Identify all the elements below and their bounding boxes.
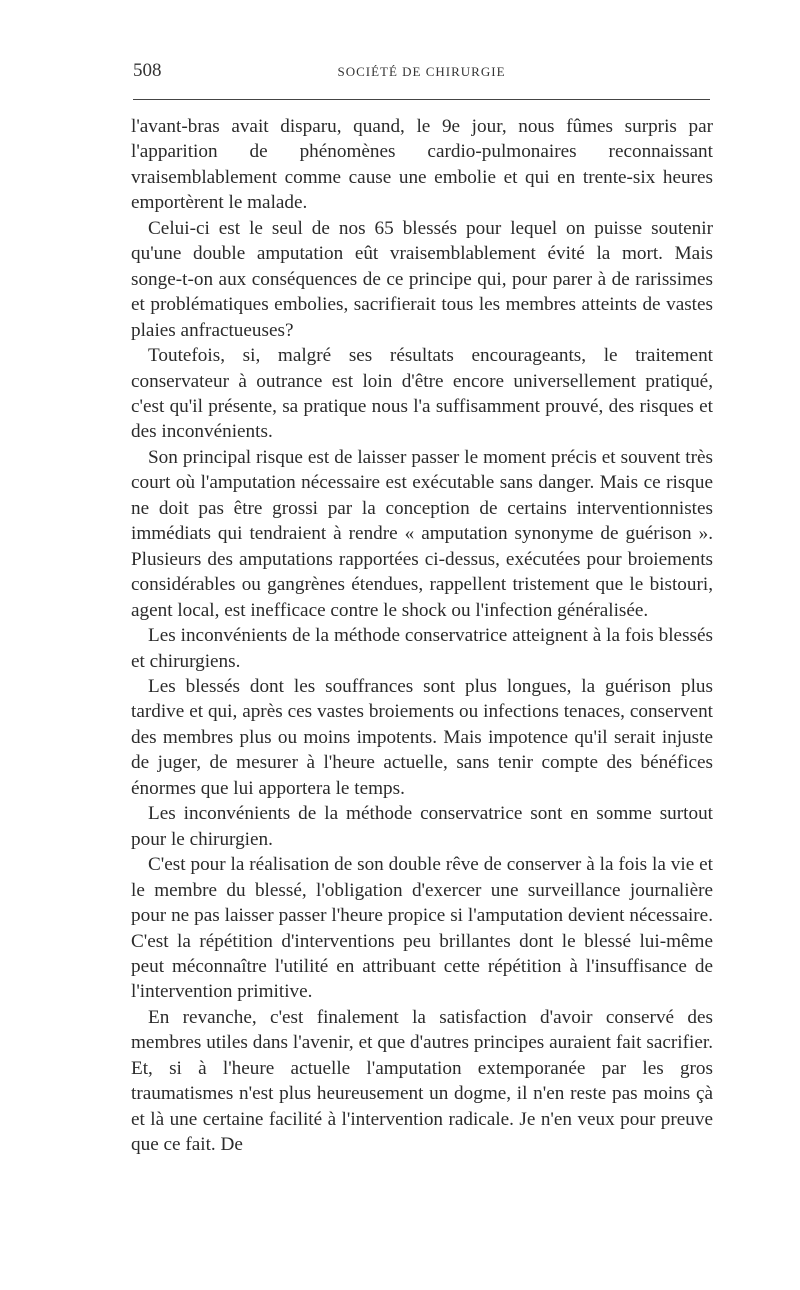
paragraph-8: C'est pour la réalisation de son double rêve de conserver à la fois la vie et le membre du blessé, l'obligation d'exercer une surveillance journalière pour ne pas laisser passer l'heure propice si l'amputation devient nécessaire. C'est la répétition d'interventions peu brillantes dont le blessé lui-même peut méconnaître l'utilité en attribuant cette répétition à l'insuffisance de l'intervention primitive.	[131, 854, 713, 1003]
body-text	[131, 114, 713, 1158]
paragraph-1: l'avant-bras avait disparu, quand, le 9e jour, nous fûmes surpris par l'apparition de phénomènes cardio-pulmonaires reconnaissant vraisemblablement comme cause une embolie et qui en trente-six heures emportèrent le malade.	[131, 116, 713, 214]
header-rule	[133, 99, 710, 100]
paragraph-3: Toutefois, si, malgré ses résultats encourageants, le traitement conservateur à outrance est loin d'être encore universellement pratiqué, c'est qu'il présente, sa pratique nous l'a suffisamment prouvé, des risques et des inconvénients.	[131, 345, 713, 443]
page-number: 508	[133, 60, 162, 81]
paragraph-4: Son principal risque est de laisser passer le moment précis et souvent très court où l'amputation nécessaire est exécutable sans danger. Mais ce risque ne doit pas être grossi par la conception de certains interventionnistes immédiats qui tendraient à rendre « amputation synonyme de guérison ». Plusieurs des amputations rapportées ci-dessus, exécutées pour broiements considérables ou gangrènes étendues, rappellent tristement que le bistouri, agent local, est inefficace contre le shock ou l'infection généralisée.	[131, 446, 713, 621]
paragraph-9: En revanche, c'est finalement la satisfaction d'avoir conservé des membres utiles dans l'avenir, et que d'autres principes auraient fait sacrifier. Et, si à l'heure actuelle l'amputation extemporanée par les gros traumatismes n'est plus heureusement un dogme, il n'en reste pas moins çà et là une certaine facilité à l'intervention radicale. Je n'en veux pour preuve que ce fait. De	[131, 1006, 713, 1156]
paragraph-5: Les inconvénients de la méthode conservatrice atteignent à la fois blessés et chirurgiens.	[131, 625, 713, 672]
running-title: SOCIÉTÉ DE CHIRURGIE	[337, 64, 506, 79]
paragraph-6: Les blessés dont les souffrances sont plus longues, la guérison plus tardive et qui, après ces vastes broiements ou infections tenaces, conservent des membres plus ou moins impotents. Mais impotence qu'il serait injuste de juger, de mesurer à l'heure actuelle, sans tenir compte des bénéfices énormes que lui apportera le temps.	[131, 675, 713, 799]
paragraph-7: Les inconvénients de la méthode conservatrice sont en somme surtout pour le chirurgien.	[131, 803, 713, 850]
paragraph-2: Celui-ci est le seul de nos 65 blessés pour lequel on puisse soutenir qu'une double amputation eût vraisemblablement évité la mort. Mais songe-t-on aux conséquences de ce principe qui, pour parer à de rarissimes et problématiques embolies, sacrifierait tous les membres atteints de vastes plaies anfractueuses?	[131, 217, 713, 341]
page-header	[133, 56, 710, 86]
